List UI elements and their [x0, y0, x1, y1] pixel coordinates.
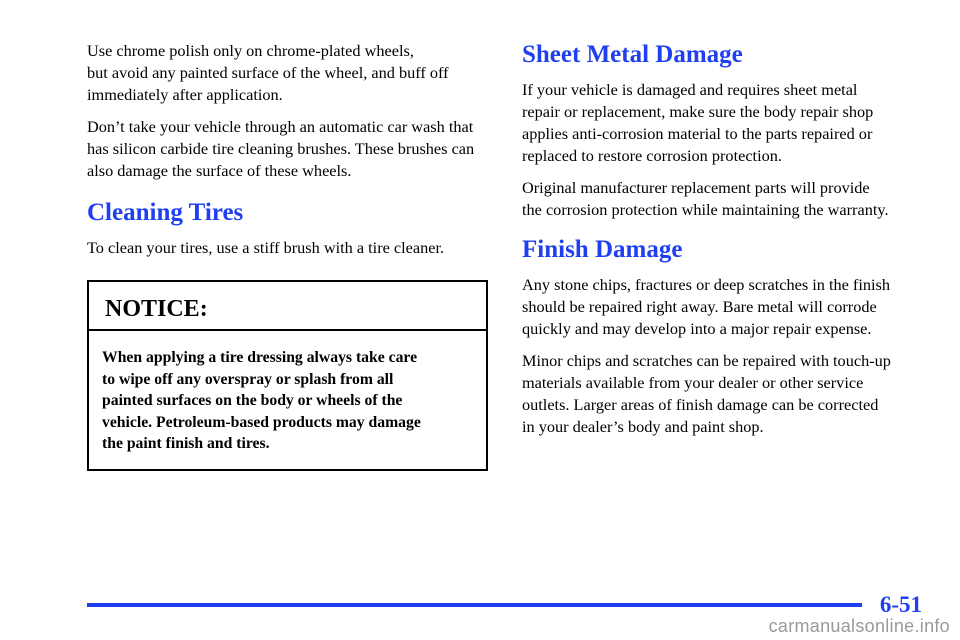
notice-text: When applying a tire dressing always take care to wipe off any overspray or splash from all painted surfaces on the body or wheels of the vehicle. Petroleum‑based products may damage the paint finish and tires.	[102, 349, 421, 452]
heading-sheet-metal-damage: Sheet Metal Damage	[522, 41, 743, 68]
paragraph-chrome-polish: Use chrome polish only on chrome‑plated wheels, but avoid any painted surface of the wheel, and buff off immediately after application.	[87, 41, 449, 104]
page-number: 6-51	[879, 592, 922, 617]
paragraph-stone-chips: Any stone chips, fractures or deep scratches in the finish should be repaired right away. Bare metal will corrode quickly and may develop into a major repair expense.	[522, 275, 891, 338]
paragraph-sheet-metal: If your vehicle is damaged and requires sheet metal repair or replacement, make sure the body repair shop applies anti‑corrosion material to the parts repaired or replaced to restore corrosion protection.	[522, 80, 874, 165]
heading-finish-damage: Finish Damage	[522, 236, 683, 263]
paragraph-car-wash: Don’t take your vehicle through an automatic car wash that has silicon carbide tire cleaning brushes. These brushes can also damage the surface of these wheels.	[87, 117, 475, 180]
watermark: carmanualsonline.info	[768, 616, 950, 636]
paragraph-clean-tires: To clean your tires, use a stiff brush with a tire cleaner.	[87, 238, 445, 257]
footer-rule	[87, 603, 862, 607]
left-column	[87, 40, 492, 471]
paragraph-original-parts: Original manufacturer replacement parts will provide the corrosion protection while maintaining the warranty.	[522, 178, 889, 219]
paragraph-minor-chips: Minor chips and scratches can be repaired with touch‑up materials available from your dealer or other service outlets. Larger areas of finish damage can be corrected in your dealer’s body and paint shop.	[522, 351, 891, 436]
notice-title: NOTICE:	[89, 282, 486, 331]
heading-cleaning-tires: Cleaning Tires	[87, 199, 244, 226]
notice-box	[87, 280, 488, 471]
right-column	[522, 40, 932, 448]
